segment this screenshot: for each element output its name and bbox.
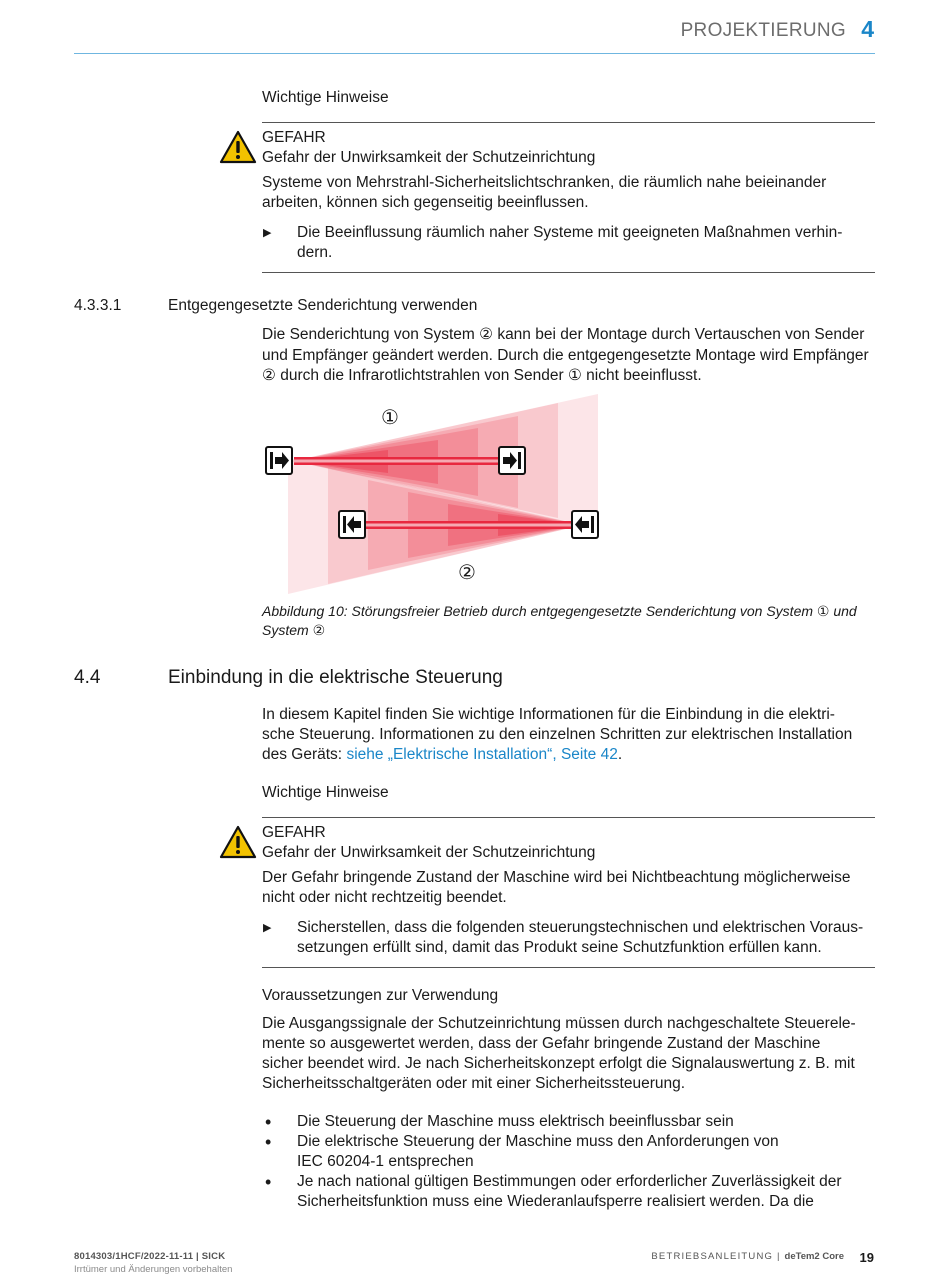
list-item: Sicherheitsfunktion muss eine Wiederanlaufsperre realisiert werden. Da die	[297, 1193, 814, 1210]
notice1-text-line: arbeiten, können sich gegenseitig beeinflussen.	[262, 194, 589, 211]
body-line: und Empfänger geändert werden. Durch die entgegengesetzte Montage wird Empfänger	[262, 347, 869, 364]
list-item: IEC 60204-1 entsprechen	[297, 1153, 474, 1170]
action-arrow-icon: ▶	[263, 922, 272, 934]
requirements-heading: Voraussetzungen zur Verwendung	[262, 987, 499, 1004]
body-line: Die Senderichtung von System ② kann bei der Montage durch Vertauschen von Sender	[262, 326, 865, 343]
notice1-action-line: dern.	[297, 244, 333, 261]
sender-2-icon	[572, 511, 598, 538]
intro-line	[262, 745, 622, 766]
requirements-line: Sicherheitsschaltgeräten oder mit einer Sicherheitssteuerung.	[262, 1075, 686, 1092]
page-number: 19	[859, 1250, 874, 1265]
action-arrow-icon: ▶	[263, 227, 272, 239]
list-item: Die Steuerung der Maschine muss elektrisch beeinflussbar sein	[297, 1113, 734, 1130]
section-number: 4.3.3.1	[74, 297, 122, 314]
notice2-bottom-rule	[262, 967, 875, 968]
notice1-hazard: Gefahr der Unwirksamkeit der Schutzeinrichtung	[262, 149, 596, 166]
receiver-2-icon	[339, 511, 365, 538]
notice2-top-rule	[262, 817, 875, 818]
footer-disclaimer: Irrtümer und Änderungen vorbehalten	[74, 1264, 233, 1275]
bullet-icon: •	[265, 1132, 272, 1152]
notice1-signal-word: GEFAHR	[262, 129, 326, 146]
notice2-text-line: Der Gefahr bringende Zustand der Maschine wird bei Nichtbeachtung möglicherweise	[262, 869, 851, 886]
receiver-1-icon	[499, 447, 525, 474]
sender-1-icon	[266, 447, 292, 474]
bullet-icon: •	[265, 1112, 272, 1132]
figure-caption: Abbildung 10: Störungsfreier Betrieb durch entgegengesetzte Senderichtung von System ① und	[262, 603, 857, 619]
notice1-text-line: Systeme von Mehrstrahl-Sicherheitslichtschranken, die räumlich nahe beieinander	[262, 174, 827, 191]
intro-line: In diesem Kapitel finden Sie wichtige Informationen für die Einbindung in die elektri-	[262, 706, 835, 723]
notice2-action-line: Sicherstellen, dass die folgenden steuerungstechnischen und elektrischen Voraus-	[297, 919, 864, 936]
body-line: ② durch die Infrarotlichtstrahlen von Sender ① nicht beeinflusst.	[262, 367, 702, 384]
system1-label: ①	[381, 405, 399, 429]
header-divider	[74, 53, 875, 54]
system2-label: ②	[458, 560, 476, 584]
warning-triangle-icon	[219, 825, 257, 859]
notice2-hazard: Gefahr der Unwirksamkeit der Schutzeinrichtung	[262, 844, 596, 861]
intro-prefix: des Geräts:	[262, 746, 347, 763]
section-number: 4.4	[74, 667, 101, 688]
notice1-heading: Wichtige Hinweise	[262, 89, 389, 106]
notice2-signal-word: GEFAHR	[262, 824, 326, 841]
footer-product: deTem2 Core	[784, 1251, 844, 1262]
footer-doc-id: 8014303/1HCF/2022-11-11 | SICK	[74, 1251, 226, 1262]
beam-figure	[258, 390, 618, 605]
notice2-heading: Wichtige Hinweise	[262, 784, 389, 801]
section-title: Entgegengesetzte Senderichtung verwenden	[168, 297, 478, 314]
electrical-installation-link[interactable]: siehe „Elektrische Installation“, Seite 42	[346, 746, 618, 763]
bullet-icon: •	[265, 1172, 272, 1192]
notice1-bottom-rule	[262, 272, 875, 273]
chapter-number: 4	[861, 16, 874, 42]
intro-suffix: .	[617, 746, 623, 763]
list-item: Die elektrische Steuerung der Maschine muss den Anforderungen von	[297, 1133, 779, 1150]
requirements-line: mente so ausgewertet werden, dass der Gefahr bringende Zustand der Maschine	[262, 1035, 821, 1052]
intro-line: sche Steuerung. Informationen zu den einzelnen Schritten zur elektrischen Installation	[262, 726, 853, 743]
notice2-action-line: setzungen erfüllt sind, damit das Produkt seine Schutzfunktion erfüllen kann.	[297, 939, 822, 956]
requirements-line: sicher beendet wird. Je nach Sicherheitskonzept erfolgt die Signalauswertung z. B. mit	[262, 1055, 855, 1072]
figure-caption: System ②	[262, 622, 326, 638]
warning-triangle-icon	[219, 130, 257, 164]
requirements-line: Die Ausgangssignale der Schutzeinrichtung müssen durch nachgeschaltete Steuerele-	[262, 1015, 856, 1032]
footer-separator: |	[773, 1251, 785, 1262]
footer-manual	[651, 1251, 844, 1262]
notice2-text-line: nicht oder nicht rechtzeitig beendet.	[262, 889, 507, 906]
notice1-action-line: Die Beeinflussung räumlich naher Systeme mit geeigneten Maßnahmen verhin-	[297, 224, 843, 241]
footer-manual-type: BETRIEBSANLEITUNG	[651, 1251, 774, 1262]
chapter-title: PROJEKTIERUNG	[680, 20, 846, 41]
notice1-top-rule	[262, 122, 875, 123]
list-item: Je nach national gültigen Bestimmungen oder erforderlicher Zuverlässigkeit der	[297, 1173, 842, 1190]
section-title: Einbindung in die elektrische Steuerung	[168, 667, 503, 688]
